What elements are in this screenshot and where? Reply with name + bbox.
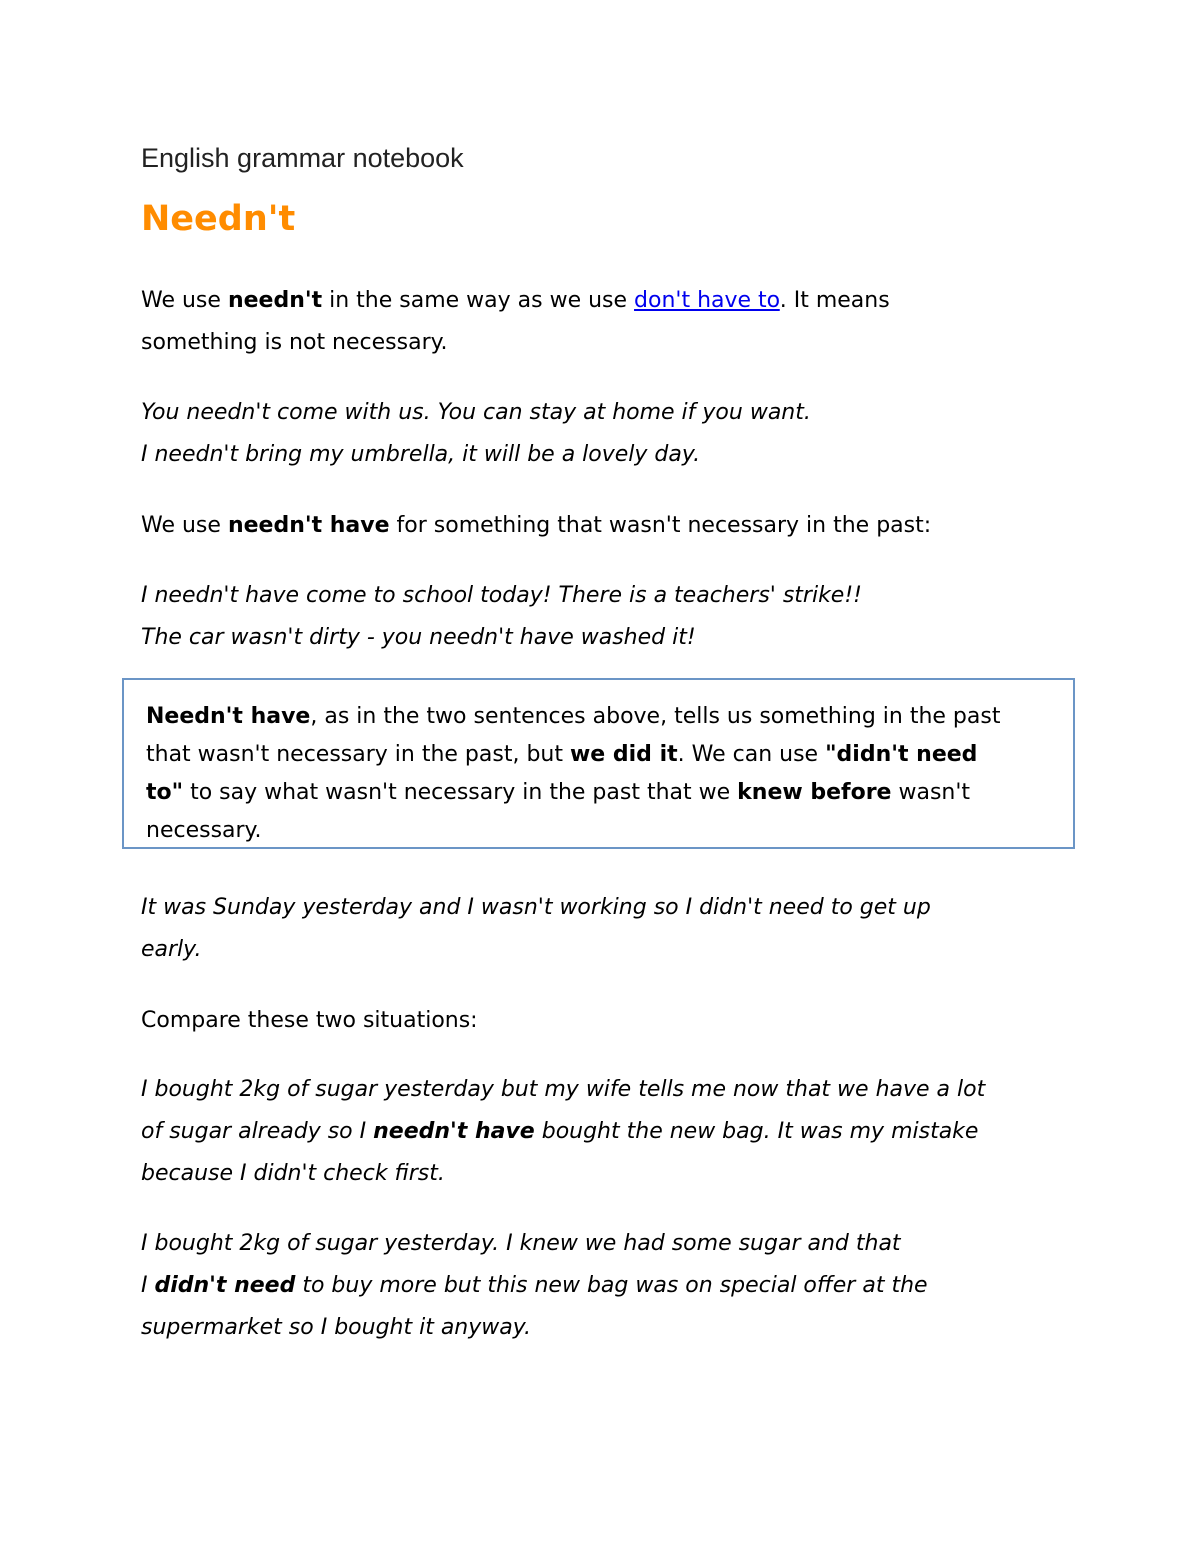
situation-text: bought the new bag. It was my mistake — [534, 1119, 979, 1144]
example-sentence: The car wasn't dirty - you needn't have washed it! — [141, 625, 696, 650]
example-line: It was Sunday yesterday and I wasn't working so I didn't need to get up — [141, 895, 931, 920]
note-box — [122, 678, 1075, 849]
note-line-3 — [146, 774, 1057, 812]
dont-have-to-link[interactable]: don't have to — [634, 288, 780, 313]
examples-past — [141, 575, 862, 659]
intro-line-2: something is not necessary. — [141, 330, 448, 355]
example-sentence: I needn't bring my umbrella, it will be a lovely day. — [141, 442, 701, 467]
intro-keyword: needn't — [227, 288, 323, 313]
intro-text: . It means — [779, 288, 890, 313]
intro-text: in the same way as we use — [322, 288, 635, 313]
past-rule-paragraph — [141, 505, 931, 547]
note-keyword: we did it — [569, 742, 678, 767]
rule-text: We use — [141, 513, 228, 538]
examples-present — [141, 392, 811, 476]
note-line-4: necessary. — [146, 818, 262, 843]
intro-line-1 — [141, 280, 890, 322]
compare-heading: Compare these two situations: — [141, 1008, 478, 1033]
example-sentence: You needn't come with us. You can stay at home if you want. — [141, 400, 811, 425]
rule-keyword: needn't have — [227, 513, 390, 538]
note-text: . We can use — [677, 742, 826, 767]
note-line-2 — [146, 736, 1057, 774]
intro-text: We use — [141, 288, 228, 313]
situation-line: I bought 2kg of sugar yesterday but my wife tells me now that we have a lot — [141, 1077, 986, 1102]
rule-text: for something that wasn't necessary in the past: — [389, 513, 932, 538]
note-keyword: "didn't need — [825, 742, 978, 767]
situation-line: because I didn't check first. — [141, 1161, 445, 1186]
situation-line — [141, 1265, 928, 1307]
note-box-text — [146, 698, 1057, 850]
situation-keyword: didn't need — [154, 1273, 296, 1298]
note-line-1 — [146, 698, 1057, 736]
situation-keyword: needn't have — [373, 1119, 535, 1144]
page-title: Needn't — [141, 199, 296, 239]
note-text: , as in the two sentences above, tells us something in the past — [310, 704, 1001, 729]
situation-text: I — [141, 1273, 155, 1298]
note-keyword: Needn't have — [146, 704, 311, 729]
note-text: that wasn't necessary in the past, but — [146, 742, 570, 767]
note-keyword: knew before — [737, 780, 892, 805]
situation-line — [141, 1111, 985, 1153]
intro-paragraph — [141, 280, 890, 364]
note-text: to say what wasn't necessary in the past that we — [183, 780, 738, 805]
example-didnt-need — [141, 887, 931, 971]
note-keyword: to" — [146, 780, 184, 805]
situation-2 — [141, 1223, 928, 1349]
example-sentence: I needn't have come to school today! There is a teachers' strike!! — [141, 583, 862, 608]
situation-text: to buy more but this new bag was on special offer at the — [295, 1273, 928, 1298]
notebook-header: English grammar notebook — [141, 143, 464, 173]
example-line: early. — [141, 937, 202, 962]
situation-line: I bought 2kg of sugar yesterday. I knew we had some sugar and that — [141, 1231, 901, 1256]
note-text: wasn't — [891, 780, 971, 805]
situation-1 — [141, 1069, 985, 1195]
situation-text: of sugar already so I — [141, 1119, 374, 1144]
situation-line: supermarket so I bought it anyway. — [141, 1315, 532, 1340]
